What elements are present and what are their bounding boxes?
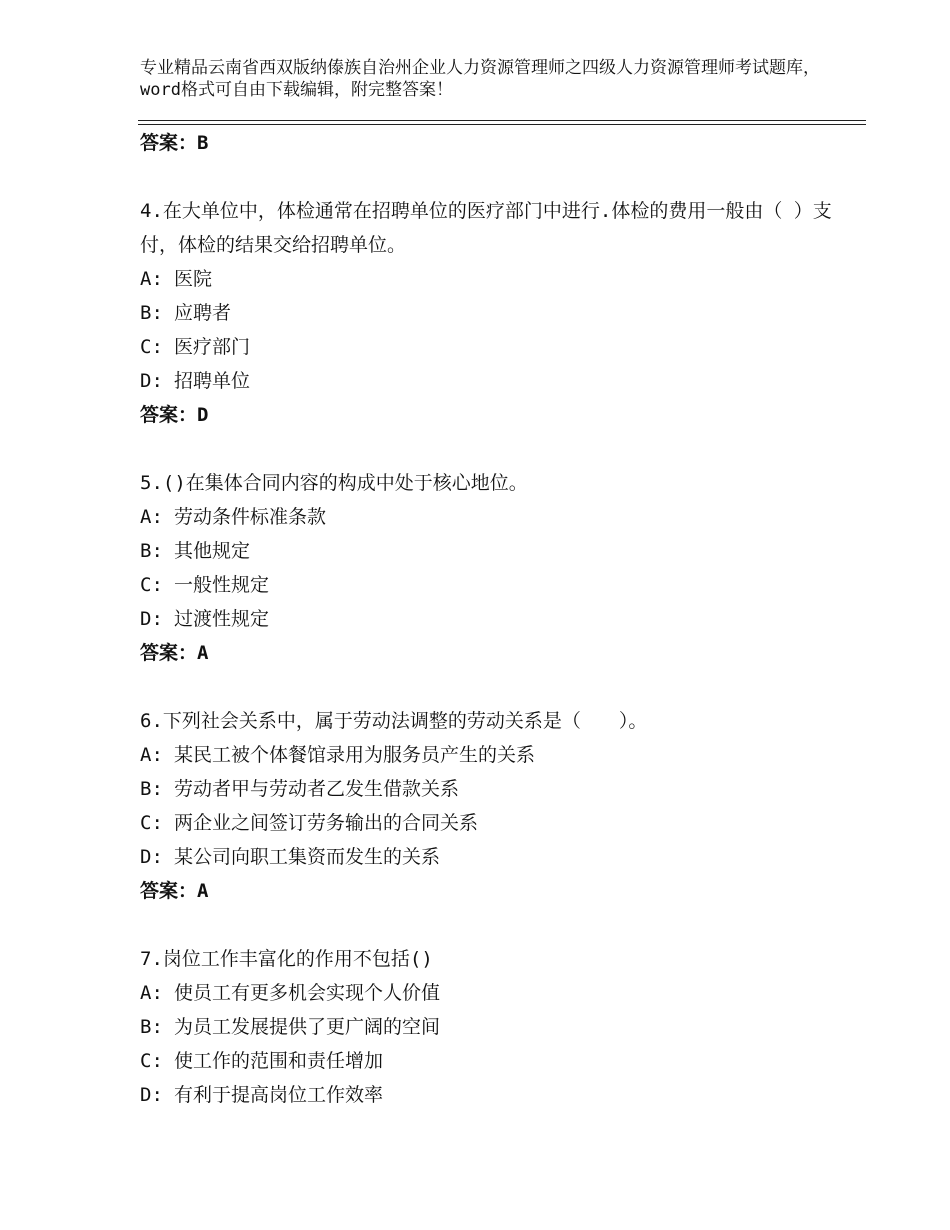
- option-text: 两企业之间签订劳务输出的合同关系: [174, 812, 479, 834]
- option-text: 为员工发展提供了更广阔的空间: [174, 1016, 441, 1038]
- option-a: [140, 262, 840, 296]
- option-text: 某民工被个体餐馆录用为服务员产生的关系: [174, 744, 536, 766]
- option-c: [140, 806, 840, 840]
- option-c: [140, 1044, 840, 1078]
- option-text: 过渡性规定: [174, 608, 270, 630]
- option-key: A:: [140, 506, 163, 528]
- question-block: [140, 942, 840, 1112]
- answer-line: 答案：B: [140, 132, 209, 154]
- option-key: D:: [140, 608, 163, 630]
- option-d: [140, 602, 840, 636]
- question-block: [140, 704, 840, 908]
- option-text: 医院: [174, 268, 213, 290]
- option-a: [140, 976, 840, 1010]
- option-d: [140, 840, 840, 874]
- option-text: 有利于提高岗位工作效率: [174, 1084, 384, 1106]
- option-text: 使员工有更多机会实现个人价值: [174, 982, 441, 1004]
- option-key: D:: [140, 370, 163, 392]
- option-key: C:: [140, 812, 163, 834]
- option-key: A:: [140, 744, 163, 766]
- option-text: 某公司向职工集资而发生的关系: [174, 846, 441, 868]
- option-key: C:: [140, 1050, 163, 1072]
- option-key: B:: [140, 778, 163, 800]
- option-text: 应聘者: [174, 302, 232, 324]
- option-b: [140, 1010, 840, 1044]
- option-key: C:: [140, 336, 163, 358]
- option-key: B:: [140, 540, 163, 562]
- option-text: 一般性规定: [174, 574, 270, 596]
- header-divider: [138, 120, 866, 125]
- option-key: D:: [140, 846, 163, 868]
- document-header: 专业精品云南省西双版纳傣族自治州企业人力资源管理师之四级人力资源管理师考试题库，word格式可自由下载编辑，附完整答案！: [140, 58, 820, 100]
- option-a: [140, 500, 840, 534]
- option-b: [140, 534, 840, 568]
- option-key: D:: [140, 1084, 163, 1106]
- option-key: A:: [140, 268, 163, 290]
- option-b: [140, 296, 840, 330]
- question-list: [140, 126, 840, 1112]
- option-text: 劳动者甲与劳动者乙发生借款关系: [174, 778, 460, 800]
- option-text: 招聘单位: [174, 370, 251, 392]
- question-block: [140, 466, 840, 670]
- option-d: [140, 1078, 840, 1112]
- option-text: 使工作的范围和责任增加: [174, 1050, 384, 1072]
- question-text: 7.岗位工作丰富化的作用不包括(): [140, 948, 433, 970]
- answer-line: 答案：A: [140, 642, 209, 664]
- question-text: 4.在大单位中，体检通常在招聘单位的医疗部门中进行.体检的费用一般由（ ）支付，体检的结果交给招聘单位。: [140, 200, 832, 256]
- question-block: [140, 194, 840, 432]
- option-d: [140, 364, 840, 398]
- option-text: 医疗部门: [174, 336, 251, 358]
- question-text: 6.下列社会关系中，属于劳动法调整的劳动关系是（ ）。: [140, 710, 648, 732]
- option-key: A:: [140, 982, 163, 1004]
- answer-line: 答案：D: [140, 404, 209, 426]
- option-c: [140, 568, 840, 602]
- option-key: B:: [140, 302, 163, 324]
- option-b: [140, 772, 840, 806]
- question-text: 5.()在集体合同内容的构成中处于核心地位。: [140, 472, 528, 494]
- option-c: [140, 330, 840, 364]
- option-text: 劳动条件标准条款: [174, 506, 327, 528]
- option-key: C:: [140, 574, 163, 596]
- answer-line: 答案：A: [140, 880, 209, 902]
- option-key: B:: [140, 1016, 163, 1038]
- option-text: 其他规定: [174, 540, 251, 562]
- option-a: [140, 738, 840, 772]
